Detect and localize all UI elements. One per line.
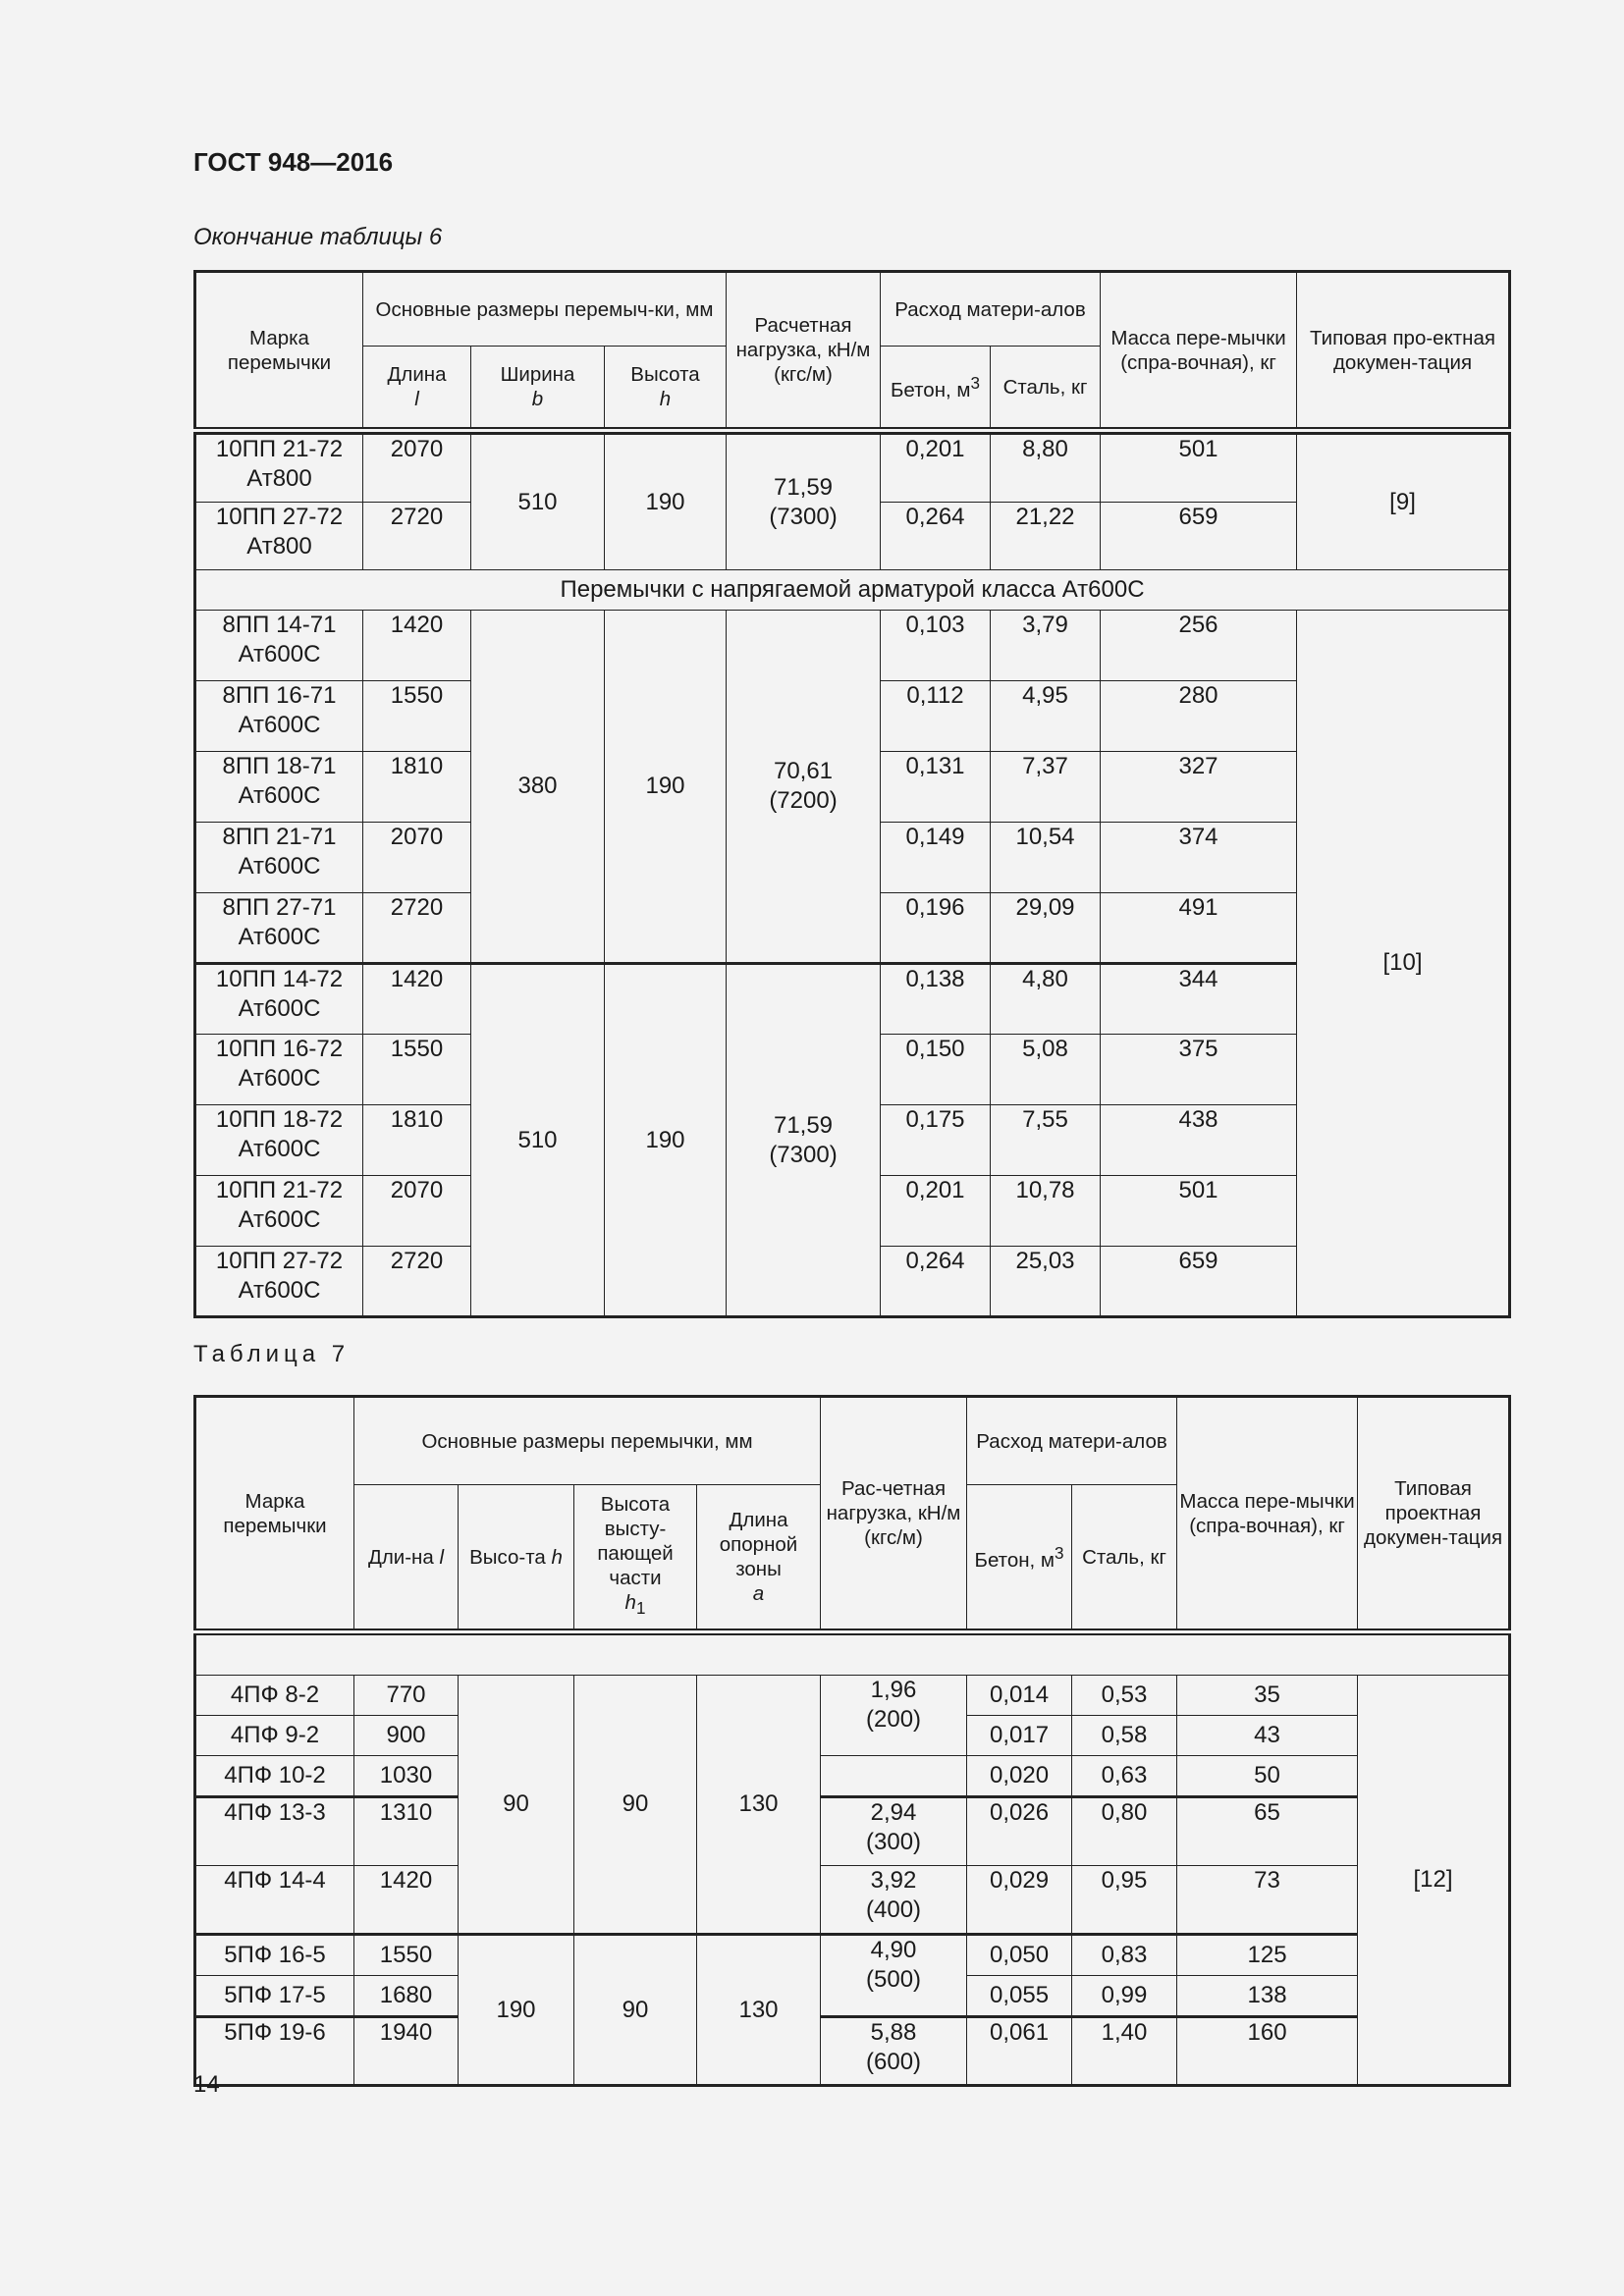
row-steel: 0,53 <box>1072 1676 1177 1716</box>
header-concrete: Бетон, $м^3$ <box>967 1485 1072 1632</box>
row-length: 1420 <box>354 1866 459 1935</box>
table-row <box>195 1866 1510 1935</box>
table-row <box>195 1756 1510 1797</box>
group-support: 130 <box>697 1935 821 2086</box>
row-concrete: 0,175 <box>881 1105 991 1176</box>
table6-caption: Окончание таблицы 6 <box>193 224 443 250</box>
header-mass: Масса пере-мычки (спра-вочная), кг <box>1101 272 1297 431</box>
row-mass: 280 <box>1101 681 1297 752</box>
row-mass: 491 <box>1101 893 1297 964</box>
section-title: Перемычки с напрягаемой арматурой класса Ат600С <box>195 570 1510 611</box>
row-length: 1030 <box>354 1756 459 1797</box>
row-length: 1940 <box>354 2017 459 2086</box>
group-doc: [12] <box>1358 1676 1510 2086</box>
header-doc: Типовая про-ектная докумен-тация <box>1297 272 1510 431</box>
row-steel: 10,78 <box>991 1176 1101 1247</box>
row-length: 2720 <box>363 503 471 570</box>
header-length: Дли-на l <box>354 1485 459 1632</box>
load-cell: 1,96 (200) <box>821 1676 967 1756</box>
group-load: 71,59 (7300) <box>727 964 881 1317</box>
row-concrete: 0,264 <box>881 1247 991 1317</box>
header-load: Расчетная нагрузка, кН/м (кгс/м) <box>727 272 881 431</box>
row-mark: 4ПФ 8-2 <box>195 1676 354 1716</box>
document-code: ГОСТ 948—2016 <box>193 147 394 177</box>
row-mass: 125 <box>1177 1935 1358 1976</box>
row-steel: 3,79 <box>991 611 1101 681</box>
row-length: 900 <box>354 1716 459 1756</box>
row-steel: 7,55 <box>991 1105 1101 1176</box>
row-mass: 501 <box>1101 435 1297 503</box>
row-steel: 0,63 <box>1072 1756 1177 1797</box>
row-length: 2720 <box>363 1247 471 1317</box>
row-concrete: 0,055 <box>967 1976 1072 2017</box>
row-mass: 138 <box>1177 1976 1358 2017</box>
header-concrete: Бетон, $м^3$ <box>881 347 991 431</box>
row-steel: 1,40 <box>1072 2017 1177 2086</box>
group-height: 190 <box>605 611 727 964</box>
row-concrete: 0,149 <box>881 823 991 893</box>
header-mark: Марка перемычки <box>195 272 363 431</box>
row-concrete: 0,201 <box>881 435 991 503</box>
header-doc: Типовая проектная докумен-тация <box>1358 1397 1510 1632</box>
row-mark: 8ПП 16-71 Ат600С <box>195 681 363 752</box>
row-steel: 25,03 <box>991 1247 1101 1317</box>
group-load: 71,59 (7300) <box>727 435 881 570</box>
row-steel: 10,54 <box>991 823 1101 893</box>
row-concrete: 0,131 <box>881 752 991 823</box>
group-doc: [9] <box>1297 435 1510 570</box>
header-support: Длина опорной зоны a <box>697 1485 821 1632</box>
row-concrete: 0,264 <box>881 503 991 570</box>
row-concrete: 0,061 <box>967 2017 1072 2086</box>
header-length: Длина l <box>363 347 471 431</box>
row-length: 1550 <box>363 1035 471 1105</box>
row-concrete: 0,138 <box>881 964 991 1035</box>
load-cell-empty <box>821 1756 967 1797</box>
row-mass: 35 <box>1177 1676 1358 1716</box>
row-mass: 438 <box>1101 1105 1297 1176</box>
row-mark: 4ПФ 14-4 <box>195 1866 354 1935</box>
row-mark: 10ПП 16-72 Ат600С <box>195 1035 363 1105</box>
row-length: 1550 <box>363 681 471 752</box>
row-mass: 659 <box>1101 503 1297 570</box>
header-consumption: Расход матери-алов <box>881 272 1101 347</box>
row-mass: 256 <box>1101 611 1297 681</box>
header-height: Высо-та h <box>459 1485 574 1632</box>
row-length: 1420 <box>363 964 471 1035</box>
row-mass: 160 <box>1177 2017 1358 2086</box>
group-load: 70,61 (7200) <box>727 611 881 964</box>
row-steel: 4,80 <box>991 964 1101 1035</box>
group-height: 190 <box>459 1935 574 2086</box>
row-concrete: 0,196 <box>881 893 991 964</box>
row-steel: 5,08 <box>991 1035 1101 1105</box>
load-cell: 2,94 (300) <box>821 1797 967 1866</box>
row-steel: 0,95 <box>1072 1866 1177 1935</box>
row-concrete: 0,150 <box>881 1035 991 1105</box>
row-mark: 10ПП 21-72 Ат600С <box>195 1176 363 1247</box>
row-concrete: 0,020 <box>967 1756 1072 1797</box>
header-width: Ширина b <box>471 347 605 431</box>
row-steel: 4,95 <box>991 681 1101 752</box>
table-row <box>195 2017 1510 2086</box>
row-steel: 29,09 <box>991 893 1101 964</box>
row-mark: 8ПП 27-71 Ат600С <box>195 893 363 964</box>
header-steel: Сталь, кг <box>991 347 1101 431</box>
row-length: 1680 <box>354 1976 459 2017</box>
row-mass: 501 <box>1101 1176 1297 1247</box>
row-length: 770 <box>354 1676 459 1716</box>
row-concrete: 0,112 <box>881 681 991 752</box>
row-mark: 5ПФ 16-5 <box>195 1935 354 1976</box>
row-steel: 0,83 <box>1072 1935 1177 1976</box>
group-protrude: 90 <box>574 1676 697 1935</box>
row-length: 1550 <box>354 1935 459 1976</box>
row-mark: 8ПП 14-71 Ат600С <box>195 611 363 681</box>
row-concrete: 0,201 <box>881 1176 991 1247</box>
table-row <box>195 435 1510 503</box>
table-row <box>195 1797 1510 1866</box>
row-mark: 5ПФ 17-5 <box>195 1976 354 2017</box>
row-mark: 10ПП 14-72 Ат600С <box>195 964 363 1035</box>
row-mark: 4ПФ 9-2 <box>195 1716 354 1756</box>
header-mark: Марка перемычки <box>195 1397 354 1632</box>
table7-caption: Таблица 7 <box>193 1341 351 1367</box>
row-mark: 5ПФ 19-6 <box>195 2017 354 2086</box>
header-height: Высота h <box>605 347 727 431</box>
row-mark: 4ПФ 13-3 <box>195 1797 354 1866</box>
row-mark: 8ПП 21-71 Ат600С <box>195 823 363 893</box>
group-width: 510 <box>471 964 605 1317</box>
header-protrude: Высота высту-пающей части $h_1$ <box>574 1485 697 1632</box>
header-dims: Основные размеры перемыч-ки, мм <box>363 272 727 347</box>
row-concrete: 0,026 <box>967 1797 1072 1866</box>
table-row <box>195 611 1510 681</box>
row-steel: 0,58 <box>1072 1716 1177 1756</box>
group-height: 190 <box>605 435 727 570</box>
load-cell: 4,90 (500) <box>821 1935 967 2017</box>
row-length: 1810 <box>363 752 471 823</box>
row-steel: 0,80 <box>1072 1797 1177 1866</box>
group-height: 190 <box>605 964 727 1317</box>
row-mass: 327 <box>1101 752 1297 823</box>
row-mass: 43 <box>1177 1716 1358 1756</box>
table-row <box>195 1676 1510 1716</box>
table-row <box>195 1935 1510 1976</box>
row-steel: 0,99 <box>1072 1976 1177 2017</box>
row-steel: 21,22 <box>991 503 1101 570</box>
row-mark: 10ПП 27-72 Ат600С <box>195 1247 363 1317</box>
group-doc: [10] <box>1297 611 1510 1317</box>
row-length: 2070 <box>363 823 471 893</box>
header-load: Рас-четная нагрузка, кН/м (кгс/м) <box>821 1397 967 1632</box>
table-7 <box>193 1395 1511 2087</box>
row-mass: 375 <box>1101 1035 1297 1105</box>
page-number: 14 <box>193 2071 220 2098</box>
group-height: 90 <box>459 1676 574 1935</box>
row-mark: 10ПП 27-72 Ат800 <box>195 503 363 570</box>
row-mark: 4ПФ 10-2 <box>195 1756 354 1797</box>
row-length: 2070 <box>363 1176 471 1247</box>
table-6 <box>193 270 1511 1318</box>
header-consumption: Расход матери-алов <box>967 1397 1177 1485</box>
row-concrete: 0,017 <box>967 1716 1072 1756</box>
row-mass: 50 <box>1177 1756 1358 1797</box>
group-width: 380 <box>471 611 605 964</box>
row-length: 1420 <box>363 611 471 681</box>
row-mark: 10ПП 18-72 Ат600С <box>195 1105 363 1176</box>
row-concrete: 0,014 <box>967 1676 1072 1716</box>
row-steel: 7,37 <box>991 752 1101 823</box>
group-support: 130 <box>697 1676 821 1935</box>
header-mass: Масса пере-мычки (спра-вочная), кг <box>1177 1397 1358 1632</box>
header-dims: Основные размеры перемычки, мм <box>354 1397 821 1485</box>
row-length: 2070 <box>363 435 471 503</box>
header-steel: Сталь, кг <box>1072 1485 1177 1632</box>
load-cell: 3,92 (400) <box>821 1866 967 1935</box>
row-mass: 65 <box>1177 1797 1358 1866</box>
row-length: 2720 <box>363 893 471 964</box>
row-concrete: 0,050 <box>967 1935 1072 1976</box>
row-mass: 374 <box>1101 823 1297 893</box>
row-concrete: 0,029 <box>967 1866 1072 1935</box>
row-steel: 8,80 <box>991 435 1101 503</box>
load-cell: 5,88 (600) <box>821 2017 967 2086</box>
row-length: 1810 <box>363 1105 471 1176</box>
row-mark: 8ПП 18-71 Ат600С <box>195 752 363 823</box>
row-mass: 73 <box>1177 1866 1358 1935</box>
row-mass: 659 <box>1101 1247 1297 1317</box>
group-width: 510 <box>471 435 605 570</box>
row-mass: 344 <box>1101 964 1297 1035</box>
group-protrude: 90 <box>574 1935 697 2086</box>
row-mark: 10ПП 21-72 Ат800 <box>195 435 363 503</box>
row-concrete: 0,103 <box>881 611 991 681</box>
row-length: 1310 <box>354 1797 459 1866</box>
